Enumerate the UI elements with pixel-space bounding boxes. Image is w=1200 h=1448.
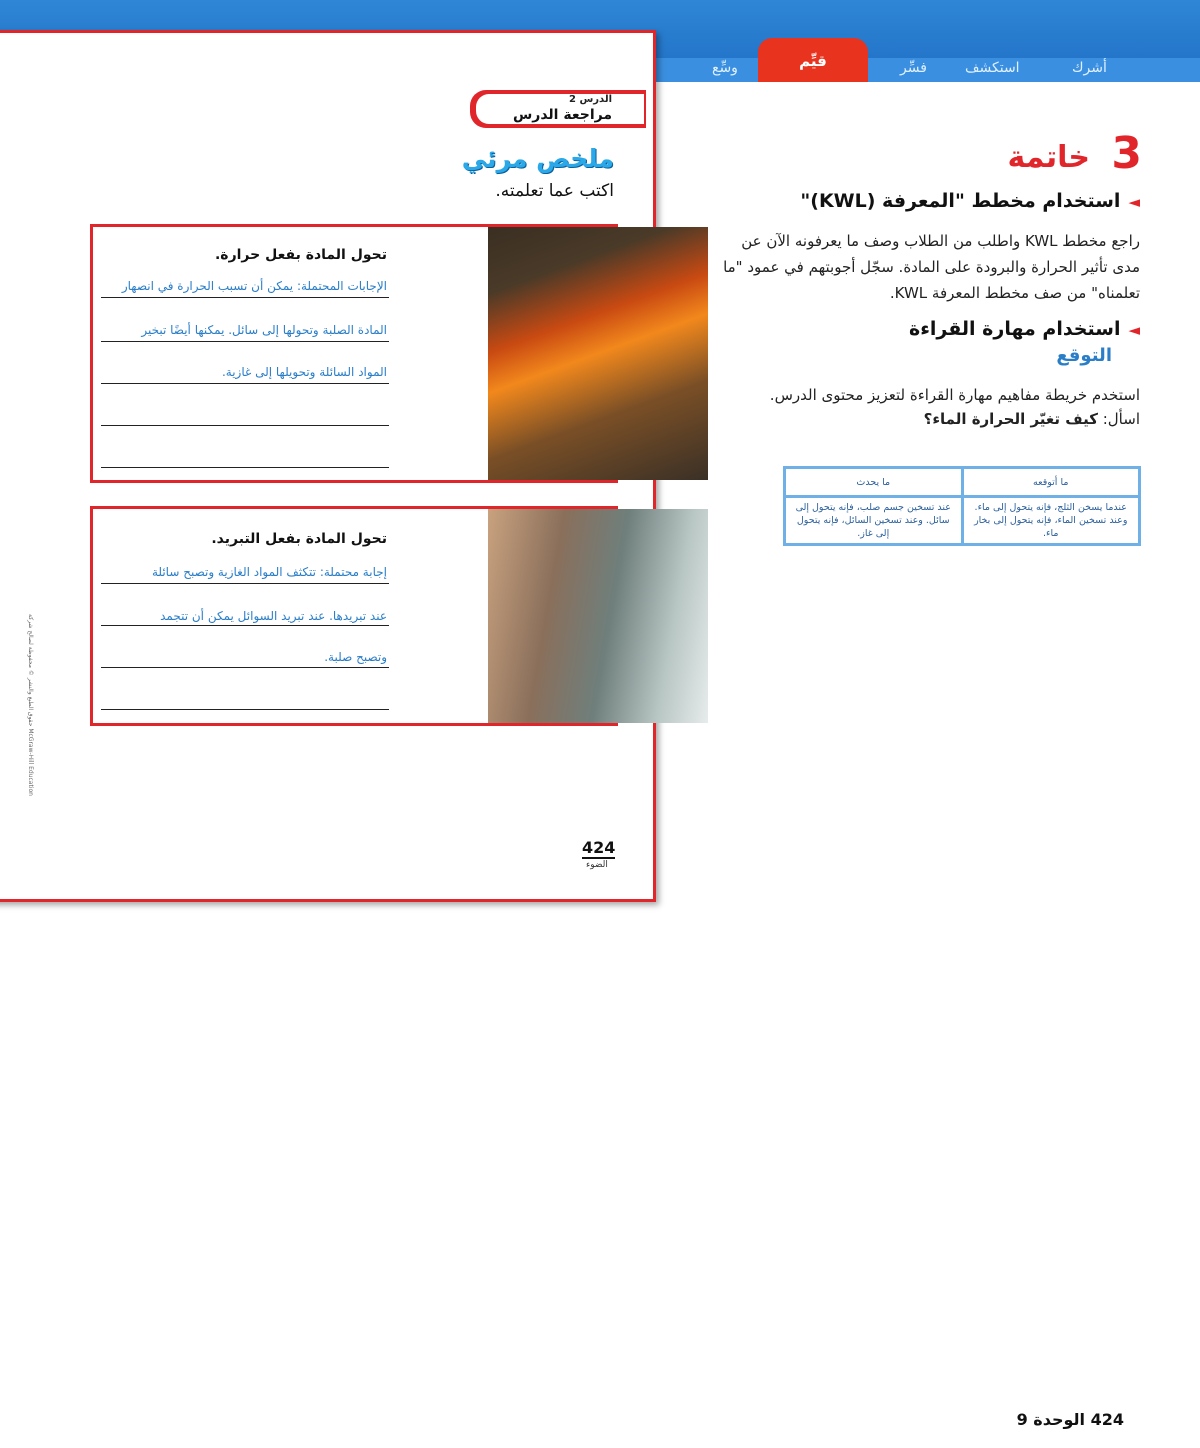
writing-line xyxy=(101,297,389,298)
writing-line xyxy=(101,341,389,342)
conclusion-number: 3 xyxy=(1111,128,1142,179)
answer-line-2: عند تبريدها. عند تبريد السوائل يمكن أن تتجمد xyxy=(160,609,387,623)
boy-at-window-photo xyxy=(488,509,708,723)
box-heading: تحول المادة بفعل حرارة. xyxy=(214,247,387,263)
summary-box-heat xyxy=(90,224,618,483)
nav-tab-evaluate-label: قيِّم xyxy=(799,52,827,70)
table-header-predict: ما أتوقعه xyxy=(962,468,1140,497)
footer-unit-label: الوحدة 9 xyxy=(1016,1410,1086,1429)
table-cell-happens: عند تسخين جسم صلب، فإنه يتحول إلى سائل. وعند تسخين السائل، فإنه يتحول إلى غاز. xyxy=(785,497,963,545)
copyright-notice: حقوق الطبع والنشر © محفوظة لصالح شركة McGraw-Hill Education xyxy=(27,614,34,796)
answer-line-3: المواد السائلة وتحويلها إلى غازية. xyxy=(221,365,387,379)
table-header-happens: ما يحدث xyxy=(785,468,963,497)
answer-line-2: المادة الصلبة وتحولها إلى سائل. يمكنها أيضًا تبخير xyxy=(141,323,387,337)
nav-tab-extend[interactable]: وسِّع xyxy=(712,60,738,76)
writing-line xyxy=(101,709,389,710)
writing-line xyxy=(101,425,389,426)
answer-line-1: الإجابات المحتملة: يمكن أن تسبب الحرارة في انصهار xyxy=(121,279,387,293)
nav-tab-engage[interactable]: أشرك xyxy=(1072,60,1107,76)
molten-metal-photo xyxy=(488,227,708,480)
writing-line xyxy=(101,467,389,468)
table-cell-predict: عندما يسخن الثلج، فإنه يتحول إلى ماء. وعند تسخين الماء، فإنه يتحول إلى بخار ماء. xyxy=(962,497,1140,545)
student-page-number: 424 xyxy=(582,838,616,857)
student-page-label: الضوء xyxy=(586,860,608,870)
reading-heading-text: استخدام مهارة القراءة xyxy=(908,318,1121,340)
writing-line xyxy=(101,383,389,384)
reading-heading xyxy=(909,318,1140,340)
writing-line xyxy=(101,667,389,668)
kwl-heading-text: استخدام مخطط "المعرفة (KWL)" xyxy=(800,190,1121,212)
answer-line-1: إجابة محتملة: تتكثف المواد الغازية وتصبح سائلة xyxy=(151,565,387,579)
nav-tab-explore[interactable]: استكشف xyxy=(965,60,1020,76)
summary-box-cooling xyxy=(90,506,618,726)
triangle-bullet-icon: ◄ xyxy=(1128,321,1140,339)
footer-page-number: 424 xyxy=(1090,1410,1124,1429)
writing-line xyxy=(101,583,389,584)
kwl-heading xyxy=(800,190,1140,212)
answer-line-3: وتصبح صلبة. xyxy=(324,650,387,664)
ask-question: كيف تغيّر الحرارة الماء؟ xyxy=(923,410,1098,428)
box-heading: تحول المادة بفعل التبريد. xyxy=(211,531,387,547)
writing-line xyxy=(101,625,389,626)
nav-tab-explain[interactable]: فسِّر xyxy=(900,60,927,76)
ask-label: اسأل: xyxy=(1102,410,1140,428)
reading-subheading: التوقع xyxy=(1056,345,1112,366)
kwl-paragraph: راجع مخطط KWL واطلب من الطلاب وصف ما يعرفونه الآن عن مدى تأثير الحرارة والبرودة على المادة. سجّل أجوبتهم في عمود "ما تعلمناه" من صف مخطط المعرفة KWL. xyxy=(723,232,1140,302)
lesson-label: الدرس 2 xyxy=(569,94,612,105)
page-footer xyxy=(1017,1410,1138,1429)
visual-summary-prompt: اكتب عما تعلمته. xyxy=(495,181,614,201)
nav-tab-evaluate[interactable] xyxy=(758,38,868,82)
triangle-bullet-icon: ◄ xyxy=(1128,193,1140,211)
prediction-table xyxy=(783,466,1141,546)
ask-prompt xyxy=(924,410,1140,428)
visual-summary-title: ملخص مرئي xyxy=(461,144,614,173)
lesson-title: مراجعة الدرس xyxy=(512,107,612,123)
reading-paragraph: استخدم خريطة مفاهيم مهارة القراءة لتعزيز محتوى الدرس. xyxy=(769,386,1140,404)
conclusion-heading: خاتمة xyxy=(1007,140,1090,175)
